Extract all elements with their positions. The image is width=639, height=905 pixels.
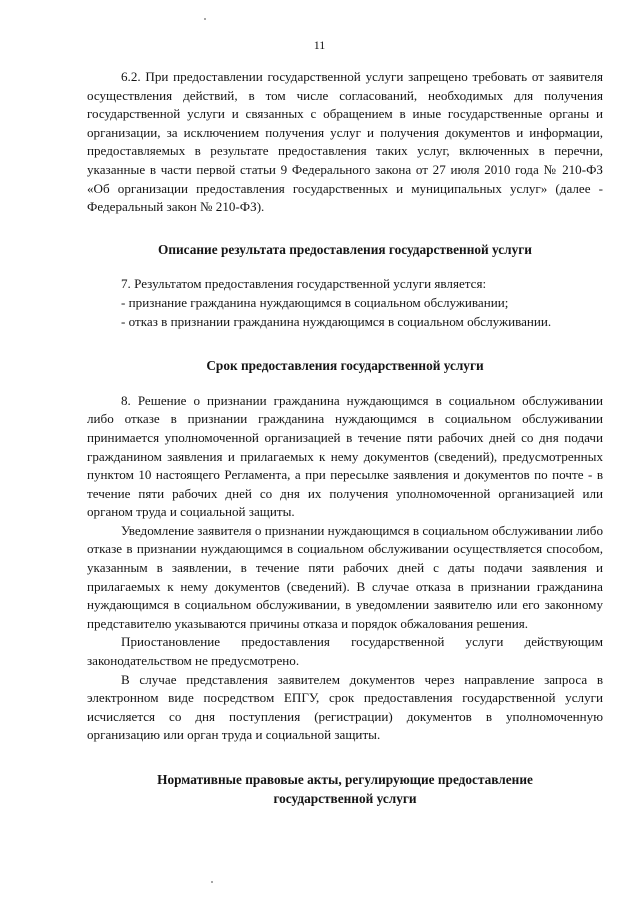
- page-content: [87, 68, 603, 808]
- result-list-item: - отказ в признании гражданина нуждающимся в социальном обслуживании.: [121, 313, 552, 329]
- section-heading-acts-line-2: государственной услуги: [273, 790, 417, 806]
- paragraph-electronic-request: В случае представления заявителем документов через направление запроса в электронном виде посредством ЕПГУ, срок предоставления государственной услуги исчисляется со дня поступления (регистрации) документов в уполномоченную организацию или орган труда и социальной защиты.: [87, 671, 603, 743]
- paragraph-8: 8. Решение о признании гражданина нуждающимся в социальном обслуживании либо отказе в признании гражданина нуждающимся в социальном обслуживании принимается уполномоченной организацией в течение пяти рабочих дней со дня подачи гражданином заявления и прилагаемых к нему документов (сведений), предусмотренных пунктом 10 настоящего Регламента, а при пересылке заявления и документов по почте - в течение пяти рабочих дней со дня их получения уполномоченной организацией или органом труда и социальной защиты.: [87, 392, 603, 520]
- section-heading-acts: Нормативные правовые акты, регулирующие предоставление: [157, 772, 533, 787]
- paragraph-notification: Уведомление заявителя о признании нуждающимся в социальном обслуживании либо отказе в признании нуждающимся в социальном обслуживании осуществляется способом, указанным в заявлении, в течение пяти рабочих дней с даты подачи заявления и прилагаемых к нему документов (сведений). В случае отказа в признании гражданина нуждающимся в социальном обслуживании, в уведомлении заявителю или его законному представителю указываются причины отказа и порядок обжалования решения.: [87, 522, 603, 631]
- section-heading-term: Срок предоставления государственной услуги: [206, 358, 484, 374]
- page-number: 11: [313, 38, 326, 52]
- paragraph-6-2: 6.2. При предоставлении государственной услуги запрещено требовать от заявителя осуществления действий, в том числе согласований, необходимых для получения государственной услуги и связанных с обращением в иные государственные органы и организации, за исключением получения услуг и получения документов и информации, предоставляемых в результате предоставления таких услуг, включенных в перечни, указанные в части первой статьи 9 Федерального закона от 27 июля 2010 года № 210-ФЗ «Об организации предоставления государственных и муниципальных услуг» (далее - Федеральный закон № 210-ФЗ).: [87, 69, 603, 215]
- section-heading-result: Описание результата предоставления государственной услуги: [158, 241, 532, 257]
- paragraph-7: 7. Результатом предоставления государственной услуги является:: [121, 276, 487, 292]
- paragraph-suspension: Приостановление предоставления государственной услуги действующим законодательством не предусмотрено.: [87, 634, 603, 669]
- scan-speck: [211, 881, 213, 883]
- scan-speck: [204, 18, 206, 20]
- result-list-item: - признание гражданина нуждающимся в социальном обслуживании;: [121, 294, 509, 310]
